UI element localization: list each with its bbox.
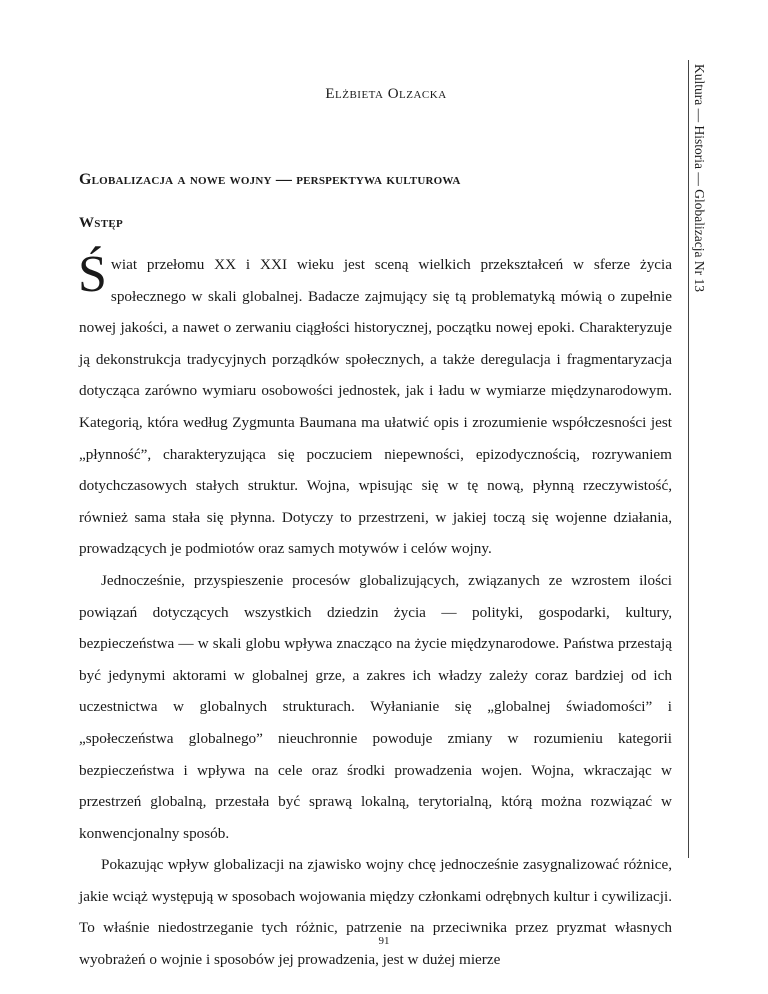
article-title: Globalizacja a nowe wojny — perspektywa kulturowa	[79, 171, 461, 188]
drop-cap: Ś	[78, 246, 107, 303]
paragraph-1	[78, 246, 672, 565]
author-name: Elżbieta Olzacka	[325, 86, 447, 102]
paragraph-1-text: wiat przełomu XX i XXI wieku jest sceną wielkich przekształceń w sferze życia społecznego w skali globalnej. Badacze zajmujący się tą problematyką mówią o zupełnie nowej jakości, a nawet o zerwaniu ciągłości historycznej, początku nowej epoki. Charakteryzuje ją dekonstrukcja tradycyjnych porządków społecznych, a także deregulacja i fragmentaryzacja dotycząca zarówno wymiaru osobowości jednostek, jak i ładu w wymiarze międzynarodowym. Kategorią, która według Zygmunta Baumana ma ułatwić opis i zrozumienie współczesności jest „płynność”, charakteryzująca się poczuciem niepewności, epizodycznością, rozrywaniem dotychczasowych stałych struktur. Wojna, wpisując się w tę nową, płynną rzeczywistość, również sama stała się płynna. Dotyczy to przestrzeni, w jakiej toczą się wojenne działania, prowadzących je podmiotów oraz samych motywów i celów wojny.	[79, 256, 672, 558]
section-heading: Wstęp	[79, 215, 124, 231]
side-rule	[688, 60, 689, 858]
page-number: 91	[378, 935, 390, 947]
paragraph-2: Jednocześnie, przyspieszenie procesów globalizujących, związanych ze wzrostem ilości powiązań dotyczących wszystkich dziedzin życia — polityki, gospodarki, kultury, bezpieczeństwa — w skali globu wpływa znacząco na życie międzynarodowe. Państwa przestają być jedynymi aktorami w globalnej grze, a zakres ich władzy zależy coraz bardziej od ich uczestnictwa w globalnych strukturach. Wyłanianie się „globalnej świadomości” i „społeczeństwa globalnego” nieuchronnie powoduje zmiany w rozumieniu kategorii bezpieczeństwa i wpływa na cele oraz środki prowadzenia wojen. Wojna, wkraczając w przestrzeń globalną, przestała być sprawą lokalną, terytorialną, którą można rozwiązać w konwencjonalny sposób.	[79, 571, 672, 842]
running-header-text: Kultura — Historia — Globalizacja Nr 13	[692, 64, 707, 292]
paragraph-3: Pokazując wpływ globalizacji na zjawisko wojny chcę jednocześnie zasygnalizować różnice, jakie wciąż występują w sposobach wojowania między członkami odrębnych kultur i cywilizacji. To właśnie niedostrzeganie tych różnic, patrzenie na przeciwnika przez pryzmat własnych wyobrażeń o wojnie i sposobów jej prowadzenia, jest w dużej mierze	[79, 856, 672, 969]
article-body	[78, 246, 672, 976]
